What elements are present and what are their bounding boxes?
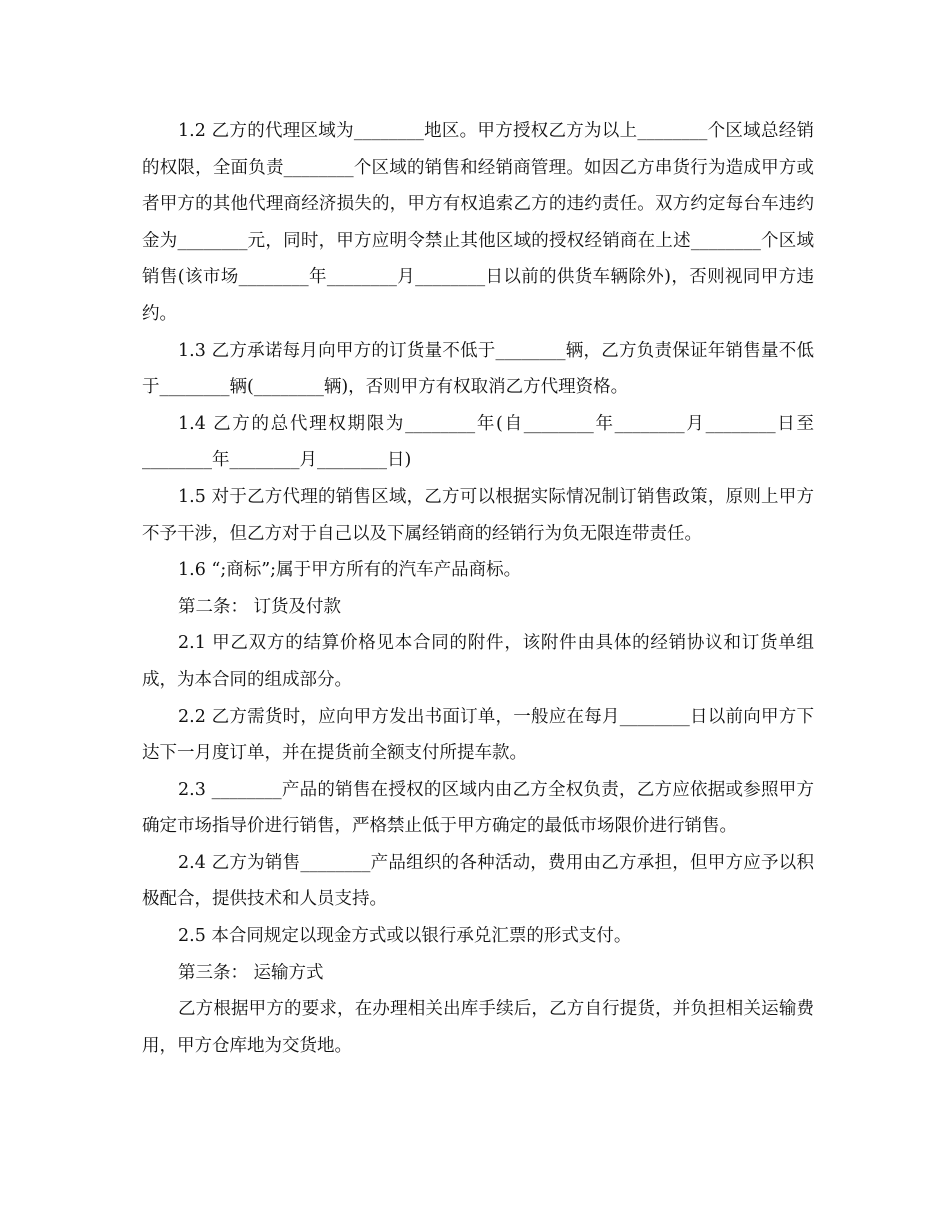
clause-1-3: 1.3 乙方承诺每月向甲方的订货量不低于________辆，乙方负责保证年销售量不低于________辆(________辆)，否则甲方有权取消乙方代理资格。 xyxy=(142,340,814,398)
clause-1-2: 1.2 乙方的代理区域为________地区。甲方授权乙方为以上________个区域总经销的权限，全面负责________个区域的销售和经销商管理。如因乙方串货行为造成甲方或者甲方的其他代理商经济损失的，甲方有权追索乙方的违约责任。双方约定每台车违约金为________元，同时，甲方应明令禁止其他区域的授权经销商在上述________个区域销售(该市场________年________月________日以前的供货车辆除外)，否则视同甲方违约。 xyxy=(142,121,814,324)
clause-2-5: 2.5 本合同规定以现金方式或以银行承兑汇票的形式支付。 xyxy=(178,926,632,947)
clause-2-2: 2.2 乙方需货时，应向甲方发出书面订单，一般应在每月________日以前向甲方下达下一月度订单，并在提货前全额支付所提车款。 xyxy=(142,706,814,764)
clause-2-1: 2.1 甲乙双方的结算价格见本合同的附件，该附件由具体的经销协议和订货单组成，为本合同的组成部分。 xyxy=(142,633,814,690)
article-3-body: 乙方根据甲方的要求，在办理相关出库手续后，乙方自行提货，并负担相关运输费用，甲方仓库地为交货地。 xyxy=(142,999,814,1056)
contract-body xyxy=(142,113,814,1064)
clause-2-4: 2.4 乙方为销售________产品组织的各种活动，费用由乙方承担，但甲方应予以积极配合，提供技术和人员支持。 xyxy=(142,852,814,910)
clause-1-6: 1.6 “;商标”;属于甲方所有的汽车产品商标。 xyxy=(178,560,522,581)
clause-1-5: 1.5 对于乙方代理的销售区域，乙方可以根据实际情况制订销售政策，原则上甲方不予干涉，但乙方对于自己以及下属经销商的经销行为负无限连带责任。 xyxy=(142,486,814,544)
clause-2-3: 2.3 ________产品的销售在授权的区域内由乙方全权负责，乙方应依据或参照甲方确定市场指导价进行销售，严格禁止低于甲方确定的最低市场限价进行销售。 xyxy=(142,779,814,837)
clause-1-4: 1.4 乙方的总代理权期限为________年(自________年________月________日至________年________月________日) xyxy=(142,413,814,471)
article-2-heading: 第二条： 订货及付款 xyxy=(178,596,342,617)
article-3-heading: 第三条： 运输方式 xyxy=(178,962,324,983)
